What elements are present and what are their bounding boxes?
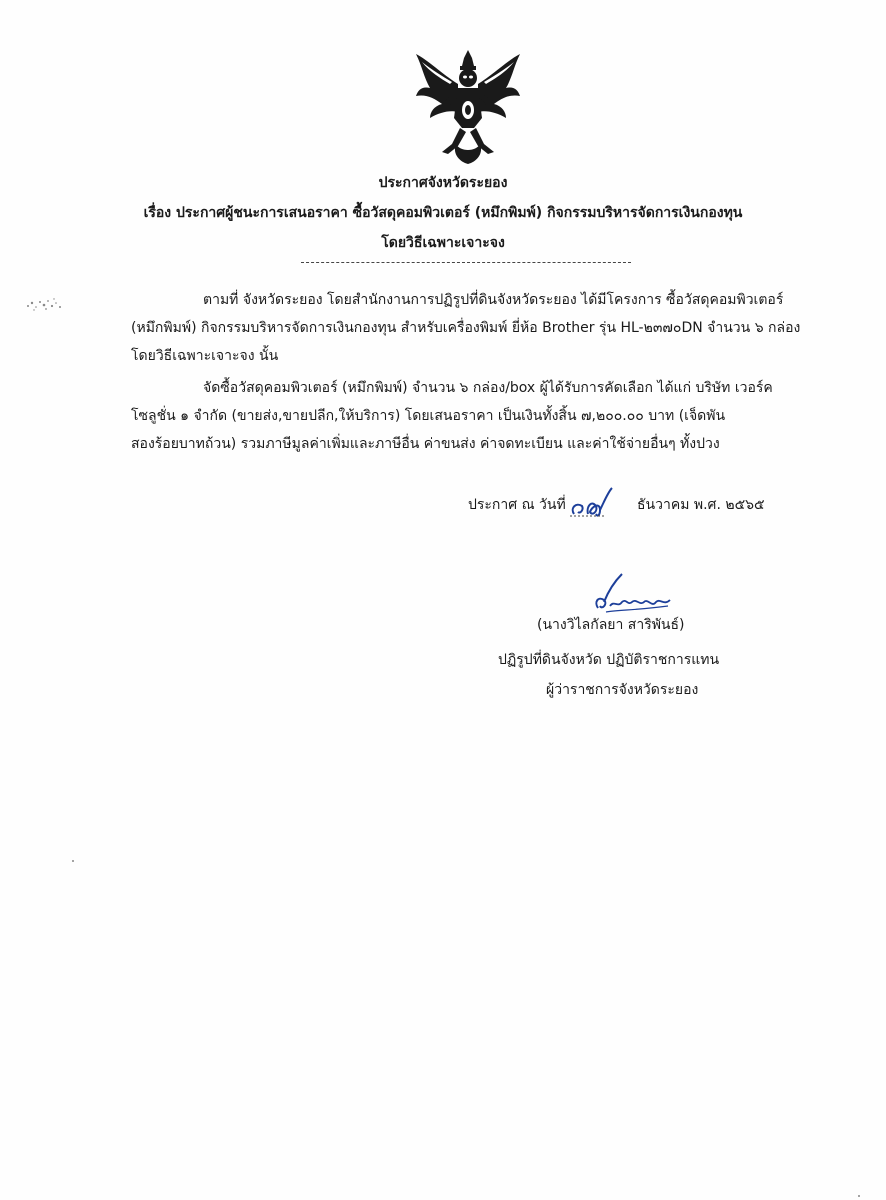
signatory-position-1: ปฏิรูปที่ดินจังหวัด ปฏิบัติราชการแทน bbox=[498, 652, 720, 668]
garuda-emblem-icon bbox=[412, 48, 524, 166]
signatory-position-2: ผู้ว่าราชการจังหวัดระยอง bbox=[546, 682, 699, 698]
subject-line-2: โดยวิธีเฉพาะเจาะจง bbox=[381, 235, 505, 251]
document-title: ประกาศจังหวัดระยอง bbox=[378, 175, 508, 191]
signature-scribble bbox=[588, 572, 678, 618]
paragraph-1-line-3: โดยวิธีเฉพาะเจาะจง นั้น bbox=[131, 348, 279, 364]
announcement-date-prefix: ประกาศ ณ วันที่ bbox=[468, 497, 566, 513]
paragraph-2-line-2: โซลูชั่น ๑ จำกัด (ขายส่ง,ขายปลีก,ให้บริการ) โดยเสนอราคา เป็นเงินทั้งสิ้น ๗,๒๐๐.๐๐ บาท (เจ็ดพัน bbox=[131, 408, 726, 424]
subject-line-1: เรื่อง ประกาศผู้ชนะการเสนอราคา ซื้อวัสดุคอมพิวเตอร์ (หมึกพิมพ์) กิจกรรมบริหารจัดการเงินกองทุน bbox=[143, 205, 743, 221]
separator-line bbox=[301, 262, 631, 263]
signatory-name: (นางวิไลกัลยา สาริพันธ์) bbox=[537, 617, 685, 633]
paragraph-2-line-3: สองร้อยบาทถ้วน) รวมภาษีมูลค่าเพิ่มและภาษีอื่น ค่าขนส่ง ค่าจดทะเบียน และค่าใช้จ่ายอื่นๆ ทั้งปวง bbox=[131, 436, 720, 452]
scan-dot bbox=[72, 860, 74, 862]
announcement-month-year: ธันวาคม พ.ศ. ๒๕๖๕ bbox=[637, 497, 765, 513]
scan-dot bbox=[858, 1195, 860, 1197]
paragraph-1-line-1: ตามที่ จังหวัดระยอง โดยสำนักงานการปฏิรูปที่ดินจังหวัดระยอง ได้มีโครงการ ซื้อวัสดุคอมพิวเตอร์ bbox=[203, 292, 784, 308]
handwritten-day bbox=[566, 484, 626, 524]
scan-speck bbox=[22, 294, 66, 316]
paragraph-1-line-2: (หมึกพิมพ์) กิจกรรมบริหารจัดการเงินกองทุน สำหรับเครื่องพิมพ์ ยี่ห้อ Brother รุ่น HL-๒๓๗๐DN จำนวน ๖ กล่อง bbox=[131, 320, 801, 336]
paragraph-2-line-1: จัดซื้อวัสดุคอมพิวเตอร์ (หมึกพิมพ์) จำนวน ๖ กล่อง/box ผู้ได้รับการคัดเลือก ได้แก่ บริษัท เวอร์ค bbox=[203, 380, 773, 396]
